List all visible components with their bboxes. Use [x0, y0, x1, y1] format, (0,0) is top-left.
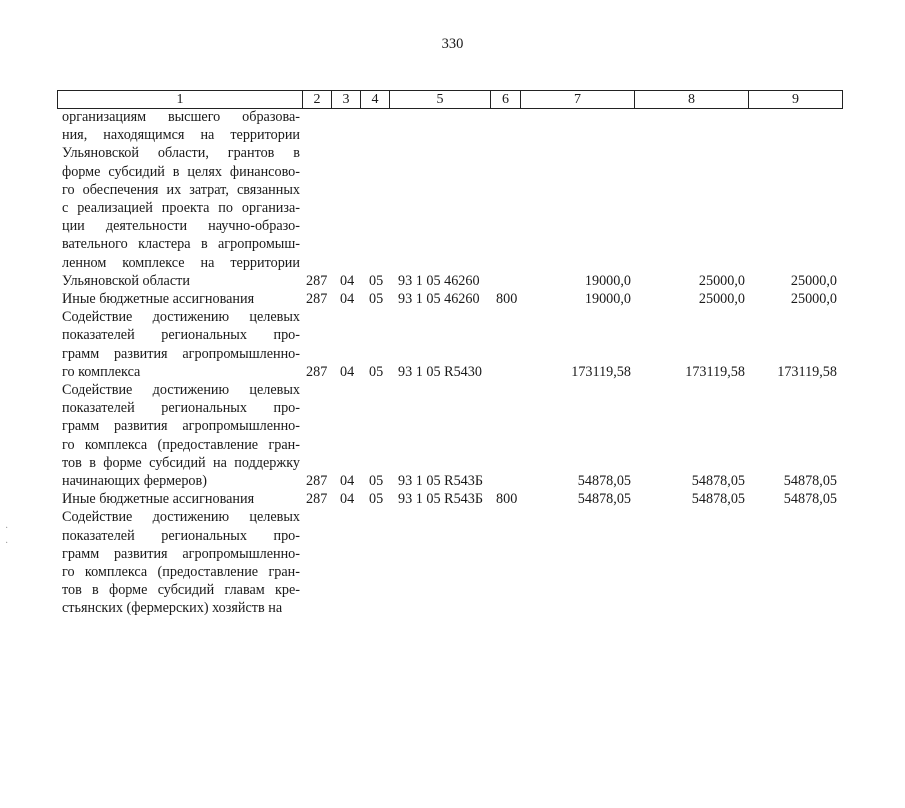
header-col-5: 5	[390, 91, 491, 109]
code-expense-type: 800	[496, 491, 518, 508]
code-section: 04	[340, 363, 355, 380]
code-chapter: 287	[306, 363, 328, 380]
amount-col-8: 54878,05	[691, 491, 745, 508]
description-line: вательного кластера в агропромыш-	[62, 236, 300, 253]
header-col-6: 6	[491, 91, 521, 109]
code-chapter: 287	[306, 473, 328, 489]
header-col-3: 3	[332, 91, 361, 109]
header-row	[58, 91, 843, 109]
code-expense-type: 800	[496, 291, 518, 307]
code-chapter: 287	[306, 291, 328, 307]
amount-col-7: 19000,0	[584, 291, 631, 307]
description-line: с реализацией проекта по организа-	[62, 199, 300, 216]
scan-mark: ·	[5, 523, 9, 534]
description-line: форме субсидий в целях финансово-	[62, 163, 300, 180]
header-col-8: 8	[635, 91, 749, 109]
code-target-article: 93 1 05 46260	[398, 291, 480, 307]
description-line: Содействие достижению целевых	[62, 309, 300, 326]
description-line: грамм развития агропромышленно-	[62, 545, 300, 562]
code-chapter: 287	[306, 272, 328, 289]
description-line: Содействие достижению целевых	[62, 382, 300, 398]
header-col-7: 7	[521, 91, 635, 109]
description-line: го комплекса (предоставление гран-	[62, 563, 300, 580]
row-values	[0, 472, 905, 490]
amount-col-7: 19000,0	[584, 272, 631, 289]
header-col-4: 4	[361, 91, 390, 109]
description-line: стьянских (фермерских) хозяйств на	[62, 600, 283, 617]
description-line: показателей региональных про-	[62, 527, 300, 544]
amount-col-9: 54878,05	[783, 473, 837, 489]
code-target-article: 93 1 05 R543Б	[398, 473, 484, 489]
code-target-article: 93 1 05 R5430	[398, 363, 482, 380]
description-line: го обеспечения их затрат, связанных	[62, 181, 300, 198]
description-line: го комплекса (предоставление гран-	[62, 436, 300, 453]
row-values	[0, 290, 905, 308]
row-description	[62, 108, 300, 290]
description-line: тов в форме субсидий главам кре-	[62, 582, 300, 599]
code-section: 04	[340, 272, 355, 289]
scan-mark: ·	[5, 538, 9, 549]
code-chapter: 287	[306, 491, 328, 508]
row-values	[0, 490, 905, 508]
description-line: начинающих фермеров)	[62, 472, 207, 489]
code-section: 04	[340, 491, 355, 508]
description-line: показателей региональных про-	[62, 400, 300, 417]
code-subsection: 05	[369, 491, 384, 508]
header-col-2: 2	[303, 91, 332, 109]
row-values	[0, 272, 905, 290]
description-line: организациям высшего образова-	[62, 109, 300, 125]
amount-col-8: 25000,0	[698, 291, 745, 307]
amount-col-9: 173119,58	[777, 363, 837, 380]
header-col-1: 1	[58, 91, 303, 109]
description-line: Содействие достижению целевых	[62, 509, 300, 526]
amount-col-7: 54878,05	[577, 491, 631, 508]
code-section: 04	[340, 291, 355, 307]
code-section: 04	[340, 473, 355, 489]
header-col-9: 9	[749, 91, 843, 109]
amount-col-9: 54878,05	[783, 491, 837, 508]
code-subsection: 05	[369, 291, 384, 307]
description-line: ленном комплексе на территории	[62, 254, 300, 271]
column-header-table	[57, 90, 843, 109]
row-values	[0, 599, 905, 617]
code-subsection: 05	[369, 363, 384, 380]
description-line: Ульяновской области, грантов в	[62, 145, 300, 162]
description-line: го комплекса	[62, 363, 141, 380]
amount-col-9: 25000,0	[790, 291, 837, 307]
description-line: тов в форме субсидий на поддержку	[62, 454, 300, 471]
table-row	[0, 508, 905, 808]
description-line: ния, находящимся на территории	[62, 127, 300, 144]
amount-col-8: 173119,58	[685, 363, 745, 380]
description-line: показателей региональных про-	[62, 327, 300, 344]
page-number: 330	[441, 36, 464, 52]
description-line: Иные бюджетные ассигнования	[62, 491, 255, 508]
description-line: Ульяновской области	[62, 272, 190, 289]
code-subsection: 05	[369, 272, 384, 289]
code-subsection: 05	[369, 473, 384, 489]
amount-col-9: 25000,0	[790, 272, 837, 289]
code-target-article: 93 1 05 R543Б	[398, 491, 484, 508]
description-line: грамм развития агропромышленно-	[62, 418, 300, 435]
description-line: ции деятельности научно-образо-	[62, 218, 300, 235]
description-line: грамм развития агропромышленно-	[62, 345, 300, 362]
amount-col-8: 54878,05	[691, 473, 745, 489]
code-target-article: 93 1 05 46260	[398, 272, 480, 289]
amount-col-7: 173119,58	[571, 363, 631, 380]
row-values	[0, 363, 905, 381]
description-line: Иные бюджетные ассигнования	[62, 291, 255, 307]
amount-col-7: 54878,05	[577, 473, 631, 489]
amount-col-8: 25000,0	[698, 272, 745, 289]
